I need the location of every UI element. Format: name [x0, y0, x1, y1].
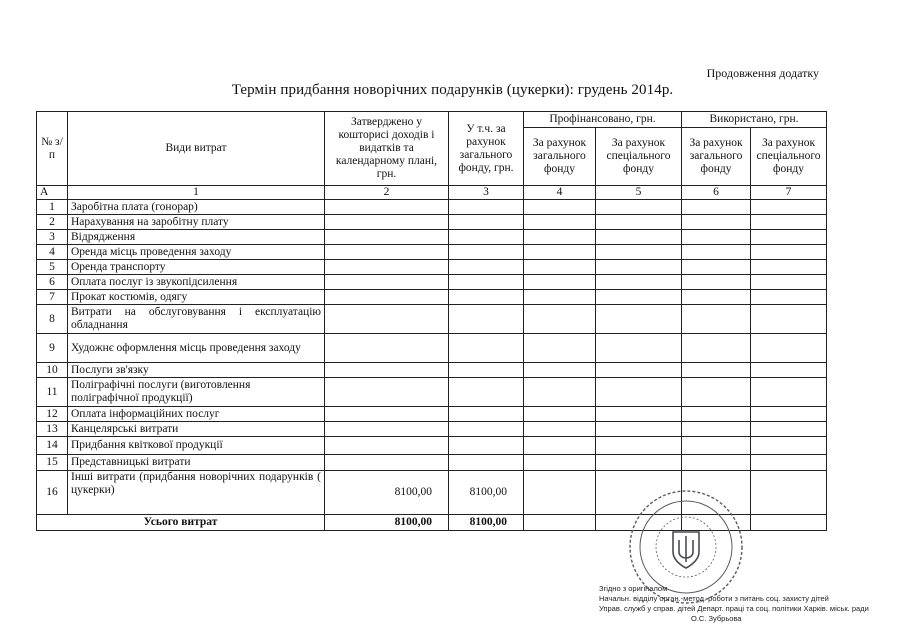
row-number: 16	[37, 471, 68, 515]
row-name: Послуги зв'язку	[68, 363, 325, 378]
certification-line: Згідно з оригіналом	[599, 584, 668, 593]
row-empty	[524, 334, 596, 363]
row-empty	[524, 378, 596, 407]
row-approved	[325, 260, 449, 275]
table-row	[37, 275, 827, 290]
row-number: 2	[37, 215, 68, 230]
row-name: Оплата послуг із звукопідсилення	[68, 275, 325, 290]
row-empty	[524, 275, 596, 290]
table-row	[37, 437, 827, 455]
header-fin-general: За рахунок загального фонду	[524, 128, 596, 186]
row-approved	[325, 290, 449, 305]
row-approved: 8100,00	[325, 471, 449, 515]
row-empty	[524, 363, 596, 378]
row-general	[449, 437, 524, 455]
row-name: Придбання квіткової продукції	[68, 437, 325, 455]
row-empty	[751, 290, 827, 305]
table-row	[37, 230, 827, 245]
row-empty	[751, 437, 827, 455]
row-empty	[751, 455, 827, 471]
row-general	[449, 363, 524, 378]
row-number: 4	[37, 245, 68, 260]
row-empty	[682, 437, 751, 455]
row-name: Відрядження	[68, 230, 325, 245]
row-empty	[596, 290, 682, 305]
row-empty	[682, 363, 751, 378]
row-empty	[524, 471, 596, 515]
row-approved	[325, 455, 449, 471]
row-empty	[751, 215, 827, 230]
row-empty	[524, 515, 596, 531]
row-general	[449, 378, 524, 407]
row-empty	[751, 515, 827, 531]
row-empty	[596, 334, 682, 363]
certification-line: Управ. служб у справ. дітей Департ. праці та соц. політики Харків. міськ. ради	[599, 604, 869, 613]
row-general	[449, 215, 524, 230]
row-empty	[751, 378, 827, 407]
certification-block	[599, 584, 869, 624]
table-row	[37, 455, 827, 471]
row-empty	[596, 455, 682, 471]
row-number: 14	[37, 437, 68, 455]
row-approved	[325, 245, 449, 260]
row-empty	[682, 245, 751, 260]
row-general	[449, 230, 524, 245]
row-name: Оренда транспорту	[68, 260, 325, 275]
row-number: 8	[37, 305, 68, 334]
row-empty	[682, 378, 751, 407]
table-row	[37, 334, 827, 363]
row-number: 13	[37, 422, 68, 437]
row-empty	[596, 275, 682, 290]
row-empty	[524, 290, 596, 305]
row-empty	[596, 407, 682, 422]
row-empty	[751, 260, 827, 275]
row-general	[449, 245, 524, 260]
index-cell: 6	[682, 186, 751, 200]
row-empty	[751, 407, 827, 422]
document-title: Термін придбання новорічних подарунків (цукерки): грудень 2014р.	[231, 82, 674, 98]
row-empty	[751, 200, 827, 215]
index-cell: 3	[449, 186, 524, 200]
row-empty	[751, 275, 827, 290]
row-general	[449, 455, 524, 471]
index-cell: 5	[596, 186, 682, 200]
row-empty	[524, 422, 596, 437]
row-number: 7	[37, 290, 68, 305]
table-row	[37, 245, 827, 260]
row-empty	[524, 437, 596, 455]
row-name: Канцелярські витрати	[68, 422, 325, 437]
total-approved: 8100,00	[325, 515, 449, 531]
row-empty	[751, 471, 827, 515]
header-used-special: За рахунок спеціального фонду	[751, 128, 827, 186]
row-empty	[682, 455, 751, 471]
row-approved	[325, 422, 449, 437]
certification-line: Начальн. відділу орган.-метод. роботи з питань соц. захисту дітей	[599, 594, 829, 603]
table-row	[37, 215, 827, 230]
row-general	[449, 260, 524, 275]
row-approved	[325, 363, 449, 378]
row-approved	[325, 407, 449, 422]
row-empty	[751, 230, 827, 245]
row-empty	[682, 215, 751, 230]
row-general	[449, 334, 524, 363]
index-cell: 7	[751, 186, 827, 200]
row-number: 5	[37, 260, 68, 275]
row-empty	[596, 422, 682, 437]
row-empty	[751, 334, 827, 363]
row-empty	[751, 422, 827, 437]
row-name: Оплата інформаційних послуг	[68, 407, 325, 422]
row-approved	[325, 275, 449, 290]
row-number: 15	[37, 455, 68, 471]
header-approved: Затверджено у кошторисі доходів і видатків та календарному плані, грн.	[325, 112, 449, 186]
index-cell: 1	[68, 186, 325, 200]
row-empty	[682, 275, 751, 290]
row-empty	[596, 245, 682, 260]
row-approved	[325, 200, 449, 215]
row-empty	[596, 378, 682, 407]
header-used: Використано, грн.	[682, 112, 827, 128]
row-general	[449, 407, 524, 422]
row-general	[449, 200, 524, 215]
index-cell: А	[37, 186, 68, 200]
table-row	[37, 290, 827, 305]
header-fin-special: За рахунок спеціального фонду	[596, 128, 682, 186]
signatory-name: О.С. Зубрьова	[691, 614, 742, 623]
row-number: 1	[37, 200, 68, 215]
row-empty	[524, 230, 596, 245]
row-number: 6	[37, 275, 68, 290]
row-empty	[524, 200, 596, 215]
header-num: № з/п	[37, 112, 68, 186]
index-row	[37, 186, 827, 200]
table-row	[37, 407, 827, 422]
row-name: Художнє оформлення місць проведення заходу	[68, 334, 325, 363]
row-name: Нарахування на заробітну плату	[68, 215, 325, 230]
row-general	[449, 305, 524, 334]
row-approved	[325, 378, 449, 407]
row-general	[449, 275, 524, 290]
row-empty	[524, 260, 596, 275]
row-approved	[325, 305, 449, 334]
row-name: Поліграфічні послуги (виготовлення поліграфічної продукції)	[68, 378, 325, 407]
header-used-general: За рахунок загального фонду	[682, 128, 751, 186]
row-empty	[682, 230, 751, 245]
index-cell: 2	[325, 186, 449, 200]
row-empty	[524, 245, 596, 260]
table-row	[37, 260, 827, 275]
row-empty	[524, 215, 596, 230]
row-name: Представницькі витрати	[68, 455, 325, 471]
row-name: Інші витрати (придбання новорічних подарунків ( цукерки)	[68, 471, 325, 515]
row-empty	[596, 215, 682, 230]
table-row	[37, 378, 827, 407]
row-approved	[325, 215, 449, 230]
table-row	[37, 363, 827, 378]
row-approved	[325, 230, 449, 245]
row-empty	[751, 305, 827, 334]
row-approved	[325, 334, 449, 363]
row-empty	[682, 407, 751, 422]
row-approved	[325, 437, 449, 455]
row-empty	[524, 455, 596, 471]
row-general	[449, 422, 524, 437]
row-general: 8100,00	[449, 471, 524, 515]
row-name: Прокат костюмів, одягу	[68, 290, 325, 305]
header-general: У т.ч. за рахунок загального фонду, грн.	[449, 112, 524, 186]
header-kind: Види витрат	[68, 112, 325, 186]
row-number: 12	[37, 407, 68, 422]
row-name: Витрати на обслуговування і експлуатацію обладнання	[68, 305, 325, 334]
continuation-note: Продовження додатку	[706, 66, 819, 80]
row-number: 10	[37, 363, 68, 378]
row-name: Оренда місць проведення заходу	[68, 245, 325, 260]
index-cell: 4	[524, 186, 596, 200]
row-empty	[596, 363, 682, 378]
row-empty	[596, 230, 682, 245]
row-name: Заробітна плата (гонорар)	[68, 200, 325, 215]
row-empty	[682, 422, 751, 437]
row-empty	[682, 200, 751, 215]
row-empty	[682, 334, 751, 363]
row-empty	[682, 290, 751, 305]
row-empty	[751, 363, 827, 378]
row-number: 3	[37, 230, 68, 245]
row-empty	[596, 200, 682, 215]
row-empty	[682, 260, 751, 275]
table-row	[37, 305, 827, 334]
row-empty	[596, 260, 682, 275]
row-empty	[751, 245, 827, 260]
row-empty	[524, 407, 596, 422]
row-empty	[682, 305, 751, 334]
total-label: Усього витрат	[37, 515, 325, 531]
table-row	[37, 200, 827, 215]
expenses-table	[36, 111, 827, 531]
row-number: 11	[37, 378, 68, 407]
row-number: 9	[37, 334, 68, 363]
row-empty	[596, 305, 682, 334]
row-empty	[596, 437, 682, 455]
row-empty	[524, 305, 596, 334]
table-row	[37, 422, 827, 437]
total-general: 8100,00	[449, 515, 524, 531]
header-financed: Профінансовано, грн.	[524, 112, 682, 128]
row-general	[449, 290, 524, 305]
